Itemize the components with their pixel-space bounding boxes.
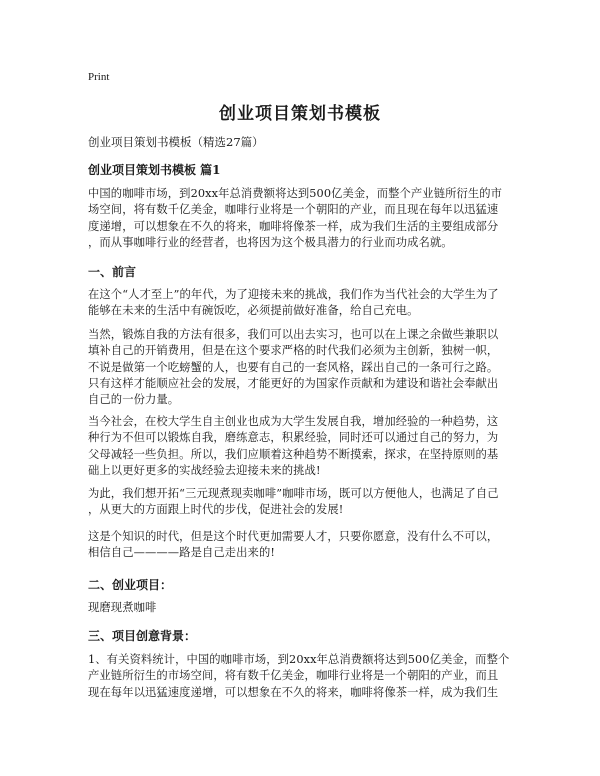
paragraph-line: 填补自己的开销费用，但是在这个要求严格的时代我们必须为主创新，独树一帜， bbox=[88, 344, 499, 358]
print-label[interactable]: Print bbox=[88, 71, 110, 83]
paragraph-line: 父母减轻一些负担。所以，我们应顺着这种趋势不断摸索，探求，在坚持原则的基 bbox=[88, 447, 499, 461]
paragraph-line: 在这个“人才至上”的年代，为了迎接未来的挑战，我们作为当代社会的大学生为了 bbox=[88, 288, 499, 301]
paragraph-line: 度递增，可以想象在不久的将来，咖啡将像茶一样，成为我们生活的主要组成部分 bbox=[88, 219, 499, 233]
paragraph-line: 种行为不但可以锻炼自我，磨练意志，积累经验，同时还可以通过自己的努力，为 bbox=[88, 431, 499, 445]
paragraph-line: 当今社会，在校大学生自主创业也成为大学生发展自我，增加经验的一种趋势，这 bbox=[88, 415, 499, 428]
preface-paragraph-2 bbox=[88, 327, 513, 408]
preface-paragraph-1 bbox=[88, 287, 513, 320]
preface-paragraph-5 bbox=[88, 529, 513, 562]
paragraph-line: ，从更大的方面跟上时代的步伐，促进社会的发展! bbox=[88, 503, 344, 517]
paragraph-line: 相信自己————路是自己走出来的! bbox=[88, 546, 275, 560]
page-title: 创业项目策划书模板 bbox=[219, 104, 381, 124]
paragraph-line: 现磨现煮咖啡 bbox=[88, 601, 157, 614]
heading-preface: 一、前言 bbox=[88, 265, 137, 279]
paragraph-line: 不说是做第一个吃螃蟹的人，也要有自己的一套风格，踩出自己的一条可行之路。 bbox=[88, 360, 499, 374]
heading-background: 三、项目创意背景： bbox=[88, 629, 197, 643]
paragraph-line: 场空间，将有数千亿美金，咖啡行业将是一个朝阳的产业，而且现在每年以迅猛速 bbox=[88, 203, 499, 217]
intro-paragraph bbox=[88, 186, 513, 251]
paragraph-line: 础上以更好更多的实战经验去迎接未来的挑战! bbox=[88, 463, 321, 477]
paragraph-line: 能够在未来的生活中有碗饭吃，必须提前做好准备，给自己充电。 bbox=[88, 304, 419, 318]
paragraph-line: 现在每年以迅猛速度递增，可以想象在不久的将来，咖啡将像茶一样，成为我们生 bbox=[88, 685, 499, 699]
paragraph-line: 自己的一份力量。 bbox=[88, 393, 180, 407]
paragraph-line: 1、有关资料统计，中国的咖啡市场，到20xx年总消费额将达到500亿美金，而整个 bbox=[88, 653, 510, 666]
background-paragraph bbox=[88, 652, 513, 701]
paragraph-line: 为此，我们想开拓“三元现煮现卖咖啡”咖啡市场，既可以方便他人，也满足了自己 bbox=[88, 487, 499, 500]
heading-project: 二、创业项目： bbox=[88, 578, 173, 592]
preface-paragraph-4 bbox=[88, 486, 513, 519]
paragraph-line: 产业链所衍生的市场空间，将有数千亿美金，咖啡行业将是一个朝阳的产业，而且 bbox=[88, 669, 499, 683]
preface-paragraph-3 bbox=[88, 414, 513, 479]
section-title: 创业项目策划书模板 篇1 bbox=[88, 163, 221, 177]
project-paragraph bbox=[88, 600, 513, 616]
paragraph-line: 只有这样才能顺应社会的发展，才能更好的为国家作贡献和为建设和谐社会奉献出 bbox=[88, 376, 499, 390]
document-subtitle: 创业项目策划书模板（精选27篇） bbox=[88, 135, 264, 149]
paragraph-line: 当然，锻炼自我的方法有很多，我们可以出去实习，也可以在上课之余做些兼职以 bbox=[88, 328, 499, 341]
paragraph-line: 中国的咖啡市场，到20xx年总消费额将达到500亿美金，而整个产业链所衍生的市 bbox=[88, 187, 503, 200]
paragraph-line: ，而从事咖啡行业的经营者，也将因为这个极具潜力的行业而功成名就。 bbox=[88, 235, 453, 249]
paragraph-line: 这是个知识的时代，但是这个时代更加需要人才，只要你愿意，没有什么不可以， bbox=[88, 530, 499, 543]
